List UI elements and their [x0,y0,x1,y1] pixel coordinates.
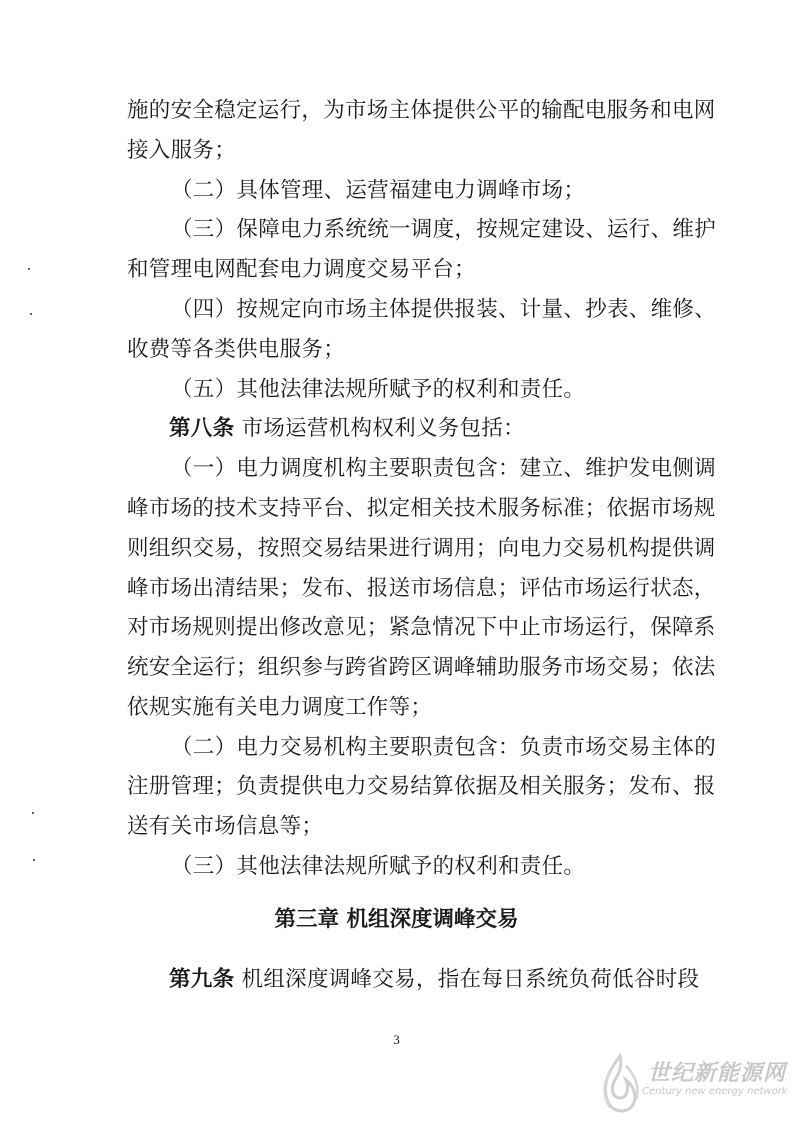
text-line-16: 依规实施有关电力调度工作等； [127,695,433,720]
text-line-15: 统安全运行；组织参与跨省跨区调峰辅助服务市场交易；依法 [127,655,716,680]
scan-speck [28,268,30,270]
scan-speck [30,313,32,315]
article-9-text: 机组深度调峰交易，指在每日系统负荷低谷时段 [241,967,700,992]
text-line-13: 峰市场出清结果；发布、报送市场信息；评估市场运行状态， [127,576,716,601]
text-line-3: （二）具体管理、运营福建电力调峰市场； [171,178,586,203]
article-9-label: 第九条 [169,967,235,992]
article-8-label: 第八条 [169,416,235,441]
scan-speck [33,859,35,861]
text-line-4: （三）保障电力系统统一调度，按规定建设、运行、维护 [171,217,717,242]
text-line-8: （五）其他法律法规所赋予的权利和责任。 [171,377,586,402]
text-line-14: 对市场规则提出修改意见；紧急情况下中止市场运行，保障系 [127,615,716,640]
watermark [596,1050,791,1120]
text-line-10: （一）电力调度机构主要职责包含：建立、维护发电侧调 [171,456,717,481]
text-line-19: 送有关市场信息等； [127,814,324,839]
text-line-20: （三）其他法律法规所赋予的权利和责任。 [171,854,586,879]
text-line-1: 施的安全稳定运行，为市场主体提供公平的输配电服务和电网 [127,98,716,123]
watermark-subtitle: Century new energy network [642,1086,788,1097]
article-9-line [169,966,793,994]
flame-logo-icon [596,1052,644,1118]
text-line-11: 峰市场的技术支持平台、拟定相关技术服务标准；依据市场规 [127,496,716,521]
text-line-18: 注册管理；负责提供电力交易结算依据及相关服务；发布、报 [127,774,716,799]
text-line-2: 接入服务； [127,138,237,163]
article-8-text: 市场运营机构权利义务包括： [241,416,525,441]
chapter-title: 第三章 机组深度调峰交易 [274,907,519,932]
scan-speck [32,812,34,814]
text-line-7: 收费等各类供电服务； [127,337,346,362]
watermark-title: 世纪新能源网 [648,1061,787,1086]
text-line-6: （四）按规定向市场主体提供报装、计量、抄表、维修、 [171,297,717,322]
article-8-line [169,415,793,443]
text-line-17: （二）电力交易机构主要职责包含：负责市场交易主体的 [171,735,717,760]
text-line-12: 则组织交易，按照交易结果进行调用；向电力交易机构提供调 [127,536,716,561]
text-line-5: 和管理电网配套电力调度交易平台； [127,257,476,282]
page-number: 3 [393,1032,400,1047]
